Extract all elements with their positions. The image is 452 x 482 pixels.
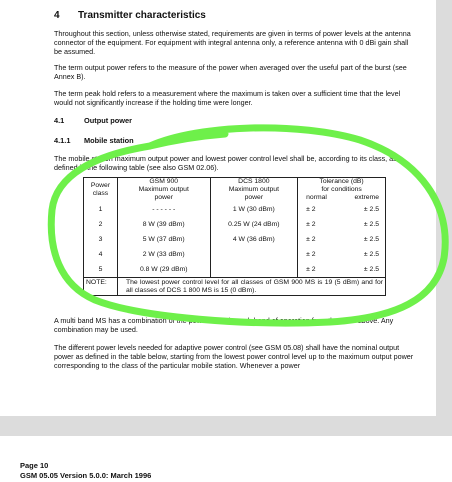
cell-power-class: 2 <box>84 217 118 232</box>
table-row <box>84 262 386 278</box>
note-label: NOTE: <box>84 278 118 296</box>
section-heading <box>54 10 206 21</box>
cell-tol-extreme: ± 2.5 <box>363 235 379 243</box>
power-class-table <box>83 177 386 296</box>
subsection-title: Output power <box>84 116 133 125</box>
cell-tol-extreme: ± 2.5 <box>363 220 379 228</box>
next-page <box>0 436 452 482</box>
cell-tol-normal: ± 2 <box>306 250 316 258</box>
cell-dcs1800-power: 1 W (30 dBm) <box>210 202 298 217</box>
header-dcs1800: DCS 1800 Maximum output power <box>210 178 298 203</box>
cell-tolerance <box>298 232 386 247</box>
subsubsection-title: Mobile station <box>84 136 134 145</box>
cell-gsm900-power: - - - - - - <box>117 202 210 217</box>
paragraph-power-levels: The different power levels needed for adaptive power control (see GSM 05.08) shall have the nominal output power as defined in the table below, starting from the lowest power control level up to the maximum output power corresponding to the class of the particular mobile station. Whenever a power <box>54 343 414 371</box>
cell-tolerance <box>298 262 386 278</box>
paragraph-output-power: The term output power refers to the measure of the power when averaged over the useful part of the burst (see Annex B). <box>54 63 407 82</box>
section-title: Transmitter characteristics <box>78 10 206 21</box>
header-tol-extreme: extreme <box>354 194 379 201</box>
cell-dcs1800-power <box>210 262 298 278</box>
cell-power-class: 5 <box>84 262 118 278</box>
header-power-class: Power class <box>84 178 118 203</box>
subsubsection-heading <box>54 136 134 145</box>
paragraph-multiband: A multi band MS has a combination of the power class in each band of operation from the table above. Any combination may be used. <box>54 316 394 335</box>
cell-power-class: 1 <box>84 202 118 217</box>
cell-power-class: 3 <box>84 232 118 247</box>
header-gsm900: GSM 900 Maximum output power <box>117 178 210 203</box>
cell-tol-normal: ± 2 <box>306 265 316 273</box>
cell-tol-extreme: ± 2.5 <box>363 265 379 273</box>
subsection-number: 4.1 <box>54 116 65 125</box>
cell-tolerance <box>298 247 386 262</box>
cell-tol-extreme: ± 2.5 <box>363 250 379 258</box>
header-tolerance: Tolerance (dB) for conditions normal extreme <box>298 178 386 203</box>
subsubsection-number: 4.1.1 <box>54 136 71 145</box>
cell-gsm900-power: 2 W (33 dBm) <box>117 247 210 262</box>
subsection-heading <box>54 116 132 125</box>
cell-dcs1800-power: 4 W (36 dBm) <box>210 232 298 247</box>
cell-gsm900-power: 5 W (37 dBm) <box>117 232 210 247</box>
table-row <box>84 247 386 262</box>
table-note <box>84 278 386 296</box>
table-row <box>84 217 386 232</box>
cell-dcs1800-power: 0.25 W (24 dBm) <box>210 217 298 232</box>
table-row <box>84 202 386 217</box>
cell-tolerance <box>298 217 386 232</box>
note-text: The lowest power control level for all classes of GSM 900 MS is 19 (5 dBm) and for all classes of DCS 1 800 MS is 15 (0 dBm). <box>117 278 385 296</box>
cell-tol-normal: ± 2 <box>306 220 316 228</box>
footer-document-version: GSM 05.05 Version 5.0.0: March 1996 <box>20 471 152 480</box>
table-row <box>84 232 386 247</box>
paragraph-intro: The mobile station maximum output power and lowest power control level shall be, according to its class, as defined in the following table (see also GSM 02.06). <box>54 154 397 173</box>
cell-gsm900-power: 8 W (39 dBm) <box>117 217 210 232</box>
header-tol-normal: normal <box>306 194 327 201</box>
paragraph-peak-hold: The term peak hold refers to a measurement where the maximum is taken over a sufficient time that the level would not significantly increase if the holding time were longer. <box>54 89 401 108</box>
cell-tolerance <box>298 202 386 217</box>
cell-dcs1800-power <box>210 247 298 262</box>
cell-gsm900-power: 0.8 W (29 dBm) <box>117 262 210 278</box>
cell-power-class: 4 <box>84 247 118 262</box>
cell-tol-normal: ± 2 <box>306 205 316 213</box>
cell-tol-normal: ± 2 <box>306 235 316 243</box>
footer-page-number: Page 10 <box>20 461 49 470</box>
paragraph-antenna: Throughout this section, unless otherwise stated, requirements are given in terms of power levels at the antenna connector of the equipment. For equipment with integral antenna only, a reference antenna with 0 dBi gain shall be assumed. <box>54 29 411 57</box>
section-number: 4 <box>54 10 60 21</box>
cell-tol-extreme: ± 2.5 <box>363 205 379 213</box>
